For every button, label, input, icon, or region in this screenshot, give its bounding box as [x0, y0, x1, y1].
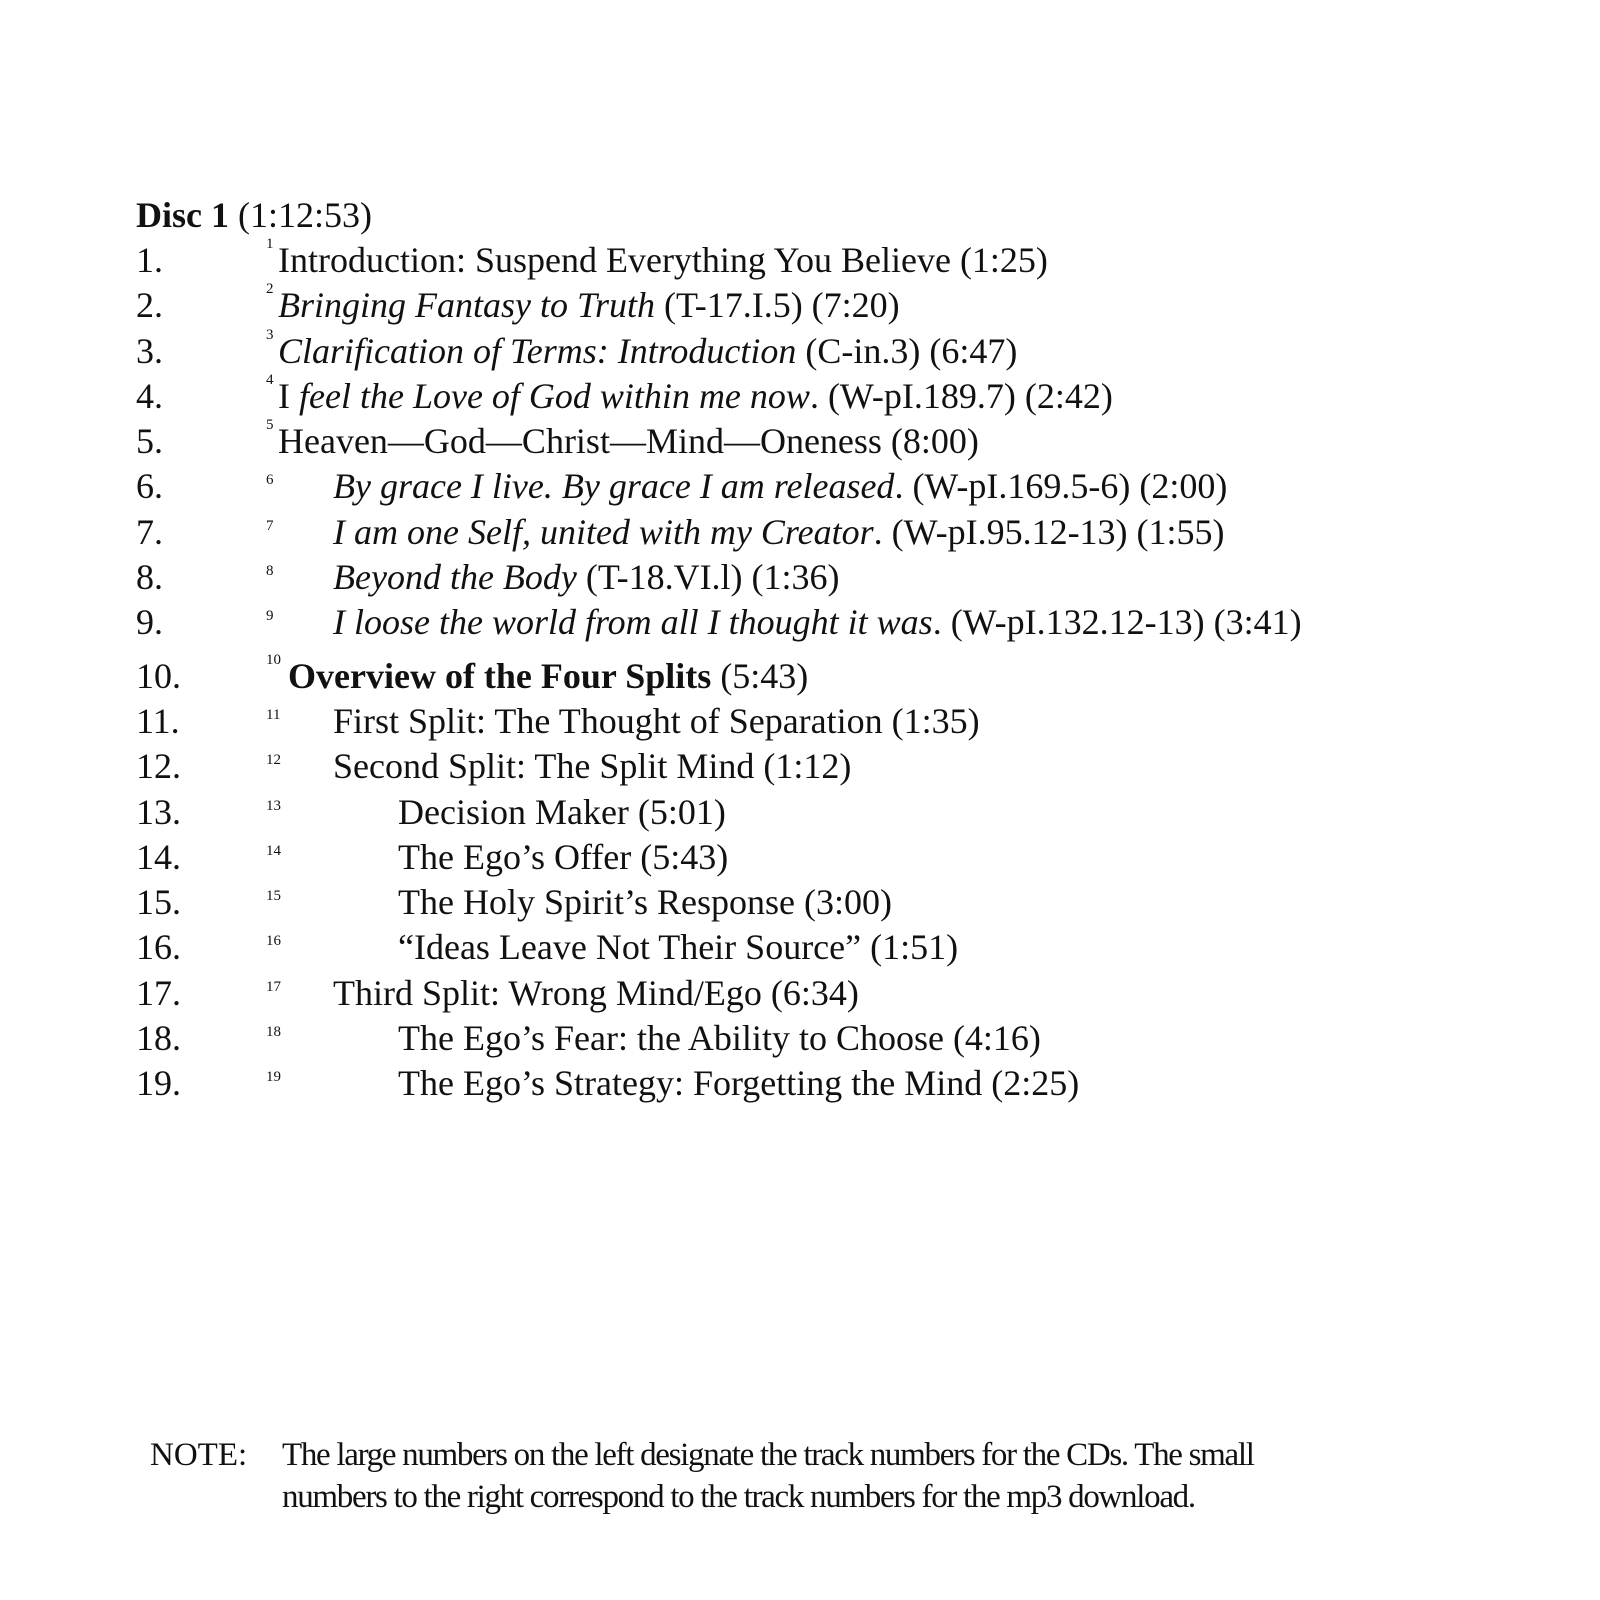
track-row — [136, 326, 1556, 374]
track-row — [136, 1061, 1556, 1106]
track-title — [278, 419, 979, 464]
cd-track-number: 4. — [136, 375, 163, 416]
track-row — [136, 835, 1556, 880]
track-title — [333, 744, 851, 789]
track-title — [278, 283, 900, 328]
cd-track-number: 7. — [136, 511, 163, 552]
note-line-1: The large numbers on the left designate the track numbers for the CDs. The small — [282, 1437, 1254, 1473]
track-title — [333, 699, 980, 744]
cd-track-number: 14. — [136, 836, 181, 877]
track-title-part: The Ego’s Offer (5:43) — [398, 836, 729, 877]
track-title — [333, 971, 859, 1016]
track-title — [278, 374, 1113, 419]
track-title-part: feel the Love of God within me now — [299, 375, 810, 416]
track-title-part: By grace I live. By grace I am released — [333, 466, 895, 507]
track-title-part: (5:43) — [711, 655, 809, 696]
track-title — [398, 880, 892, 925]
track-title-part: (T-17.I.5) (7:20) — [655, 285, 900, 326]
track-title — [333, 600, 1302, 645]
cd-track-number: 6. — [136, 466, 163, 507]
track-title-part: Introduction: Suspend Everything You Believe (1:25) — [278, 240, 1048, 280]
track-title-part: Second Split: The Split Mind (1:12) — [333, 746, 852, 787]
cd-track-number: 5. — [136, 421, 163, 462]
track-row — [136, 238, 1556, 283]
mp3-track-number: 17 — [266, 978, 281, 995]
track-title-part: Overview of the Four Splits — [288, 655, 712, 696]
track-title-part: . (W-pI.132.12-13) (3:41) — [932, 602, 1302, 643]
track-title-part: . (W-pI.169.5-6) (2:00) — [894, 466, 1228, 507]
cd-track-number: 8. — [136, 557, 163, 598]
mp3-track-number: 8 — [266, 563, 274, 580]
mp3-track-number: 19 — [266, 1069, 281, 1086]
track-row — [136, 699, 1556, 744]
mp3-track-number: 16 — [266, 933, 281, 950]
track-row — [136, 880, 1556, 925]
track-title-part: The Holy Spirit’s Response (3:00) — [398, 882, 892, 923]
track-row — [136, 371, 1556, 419]
track-title — [333, 464, 1227, 509]
track-row — [136, 744, 1556, 789]
track-row — [136, 510, 1556, 555]
track-row — [136, 600, 1556, 645]
track-row — [136, 971, 1556, 1016]
track-title-part: “Ideas Leave Not Their Source” (1:51) — [398, 927, 959, 968]
track-title-part: First Split: The Thought of Separation (1:35) — [333, 700, 980, 741]
track-title-part: I am one Self, united with my Creator — [333, 511, 874, 552]
mp3-track-number: 12 — [266, 752, 281, 769]
track-title-part: I loose the world from all I thought it was — [333, 602, 933, 643]
track-row — [136, 925, 1556, 970]
track-title-part: I — [278, 375, 299, 416]
disc-label: Disc 1 — [136, 195, 229, 235]
track-title-part: . (W-pI.189.7) (2:42) — [809, 375, 1113, 416]
cd-track-number: 2. — [136, 285, 163, 326]
mp3-track-number: 7 — [266, 517, 274, 534]
mp3-track-number: 1 — [266, 236, 274, 252]
track-title-part: Third Split: Wrong Mind/Ego (6:34) — [333, 972, 859, 1013]
track-row — [136, 1016, 1556, 1061]
track-title-part: . (W-pI.95.12-13) (1:55) — [873, 511, 1225, 552]
track-title-part: Bringing Fantasy to Truth — [278, 285, 656, 326]
track-row — [136, 283, 1556, 328]
track-rows — [136, 238, 1556, 1107]
cd-track-number: 10. — [136, 655, 181, 696]
cd-track-number: 18. — [136, 1018, 181, 1059]
track-title — [333, 510, 1225, 555]
mp3-track-number: 10 — [266, 651, 281, 668]
cd-track-number: 11. — [136, 700, 180, 741]
track-title — [278, 329, 1017, 374]
mp3-track-number: 13 — [266, 797, 281, 814]
track-title-part: The Ego’s Strategy: Forgetting the Mind (2:25) — [398, 1063, 1080, 1104]
track-title-part: Clarification of Terms: Introduction — [278, 330, 797, 371]
track-title — [278, 238, 1048, 283]
track-title-part: Beyond the Body — [333, 557, 577, 598]
mp3-track-number: 9 — [266, 608, 274, 625]
track-title — [398, 835, 728, 880]
track-row — [136, 419, 1556, 464]
track-title — [398, 1016, 1041, 1061]
track-row — [136, 651, 1556, 699]
track-title — [398, 925, 958, 970]
track-title-part: (C-in.3) (6:47) — [796, 330, 1018, 371]
mp3-track-number: 6 — [266, 472, 274, 489]
track-title-part: Heaven—God—Christ—Mind—Oneness (8:00) — [278, 421, 979, 462]
note-text — [282, 1434, 1254, 1518]
mp3-track-number: 5 — [266, 417, 274, 434]
note-label: NOTE: — [150, 1437, 248, 1473]
track-title-part: Decision Maker (5:01) — [398, 791, 726, 832]
mp3-track-number: 2 — [266, 281, 274, 298]
cd-track-number: 13. — [136, 791, 181, 832]
track-title — [398, 790, 726, 835]
track-row — [136, 464, 1556, 509]
track-row — [136, 555, 1556, 600]
track-title — [398, 1061, 1079, 1106]
cd-track-number: 17. — [136, 972, 181, 1013]
disc-heading — [136, 193, 1556, 238]
mp3-track-number: 18 — [266, 1024, 281, 1041]
mp3-track-number: 4 — [266, 371, 274, 388]
cd-track-number: 1. — [136, 240, 163, 280]
track-row — [136, 790, 1556, 835]
cd-track-number: 9. — [136, 602, 163, 643]
mp3-track-number: 3 — [266, 326, 274, 343]
cd-track-number: 12. — [136, 746, 181, 787]
track-list — [136, 193, 1556, 1107]
note-line-2: numbers to the right correspond to the track numbers for the mp3 download. — [282, 1479, 1195, 1515]
cd-track-number: 3. — [136, 330, 163, 371]
cd-track-number: 19. — [136, 1063, 181, 1104]
track-title — [288, 654, 808, 699]
mp3-track-number: 11 — [266, 706, 281, 723]
disc-duration: (1:12:53) — [238, 195, 372, 235]
mp3-track-number: 14 — [266, 842, 281, 859]
mp3-track-number: 15 — [266, 888, 281, 905]
track-title-part: The Ego’s Fear: the Ability to Choose (4:16) — [398, 1018, 1041, 1059]
cd-track-number: 15. — [136, 882, 181, 923]
track-title-part: (T-18.VI.l) (1:36) — [576, 557, 840, 598]
track-title — [333, 555, 840, 600]
cd-track-number: 16. — [136, 927, 181, 968]
